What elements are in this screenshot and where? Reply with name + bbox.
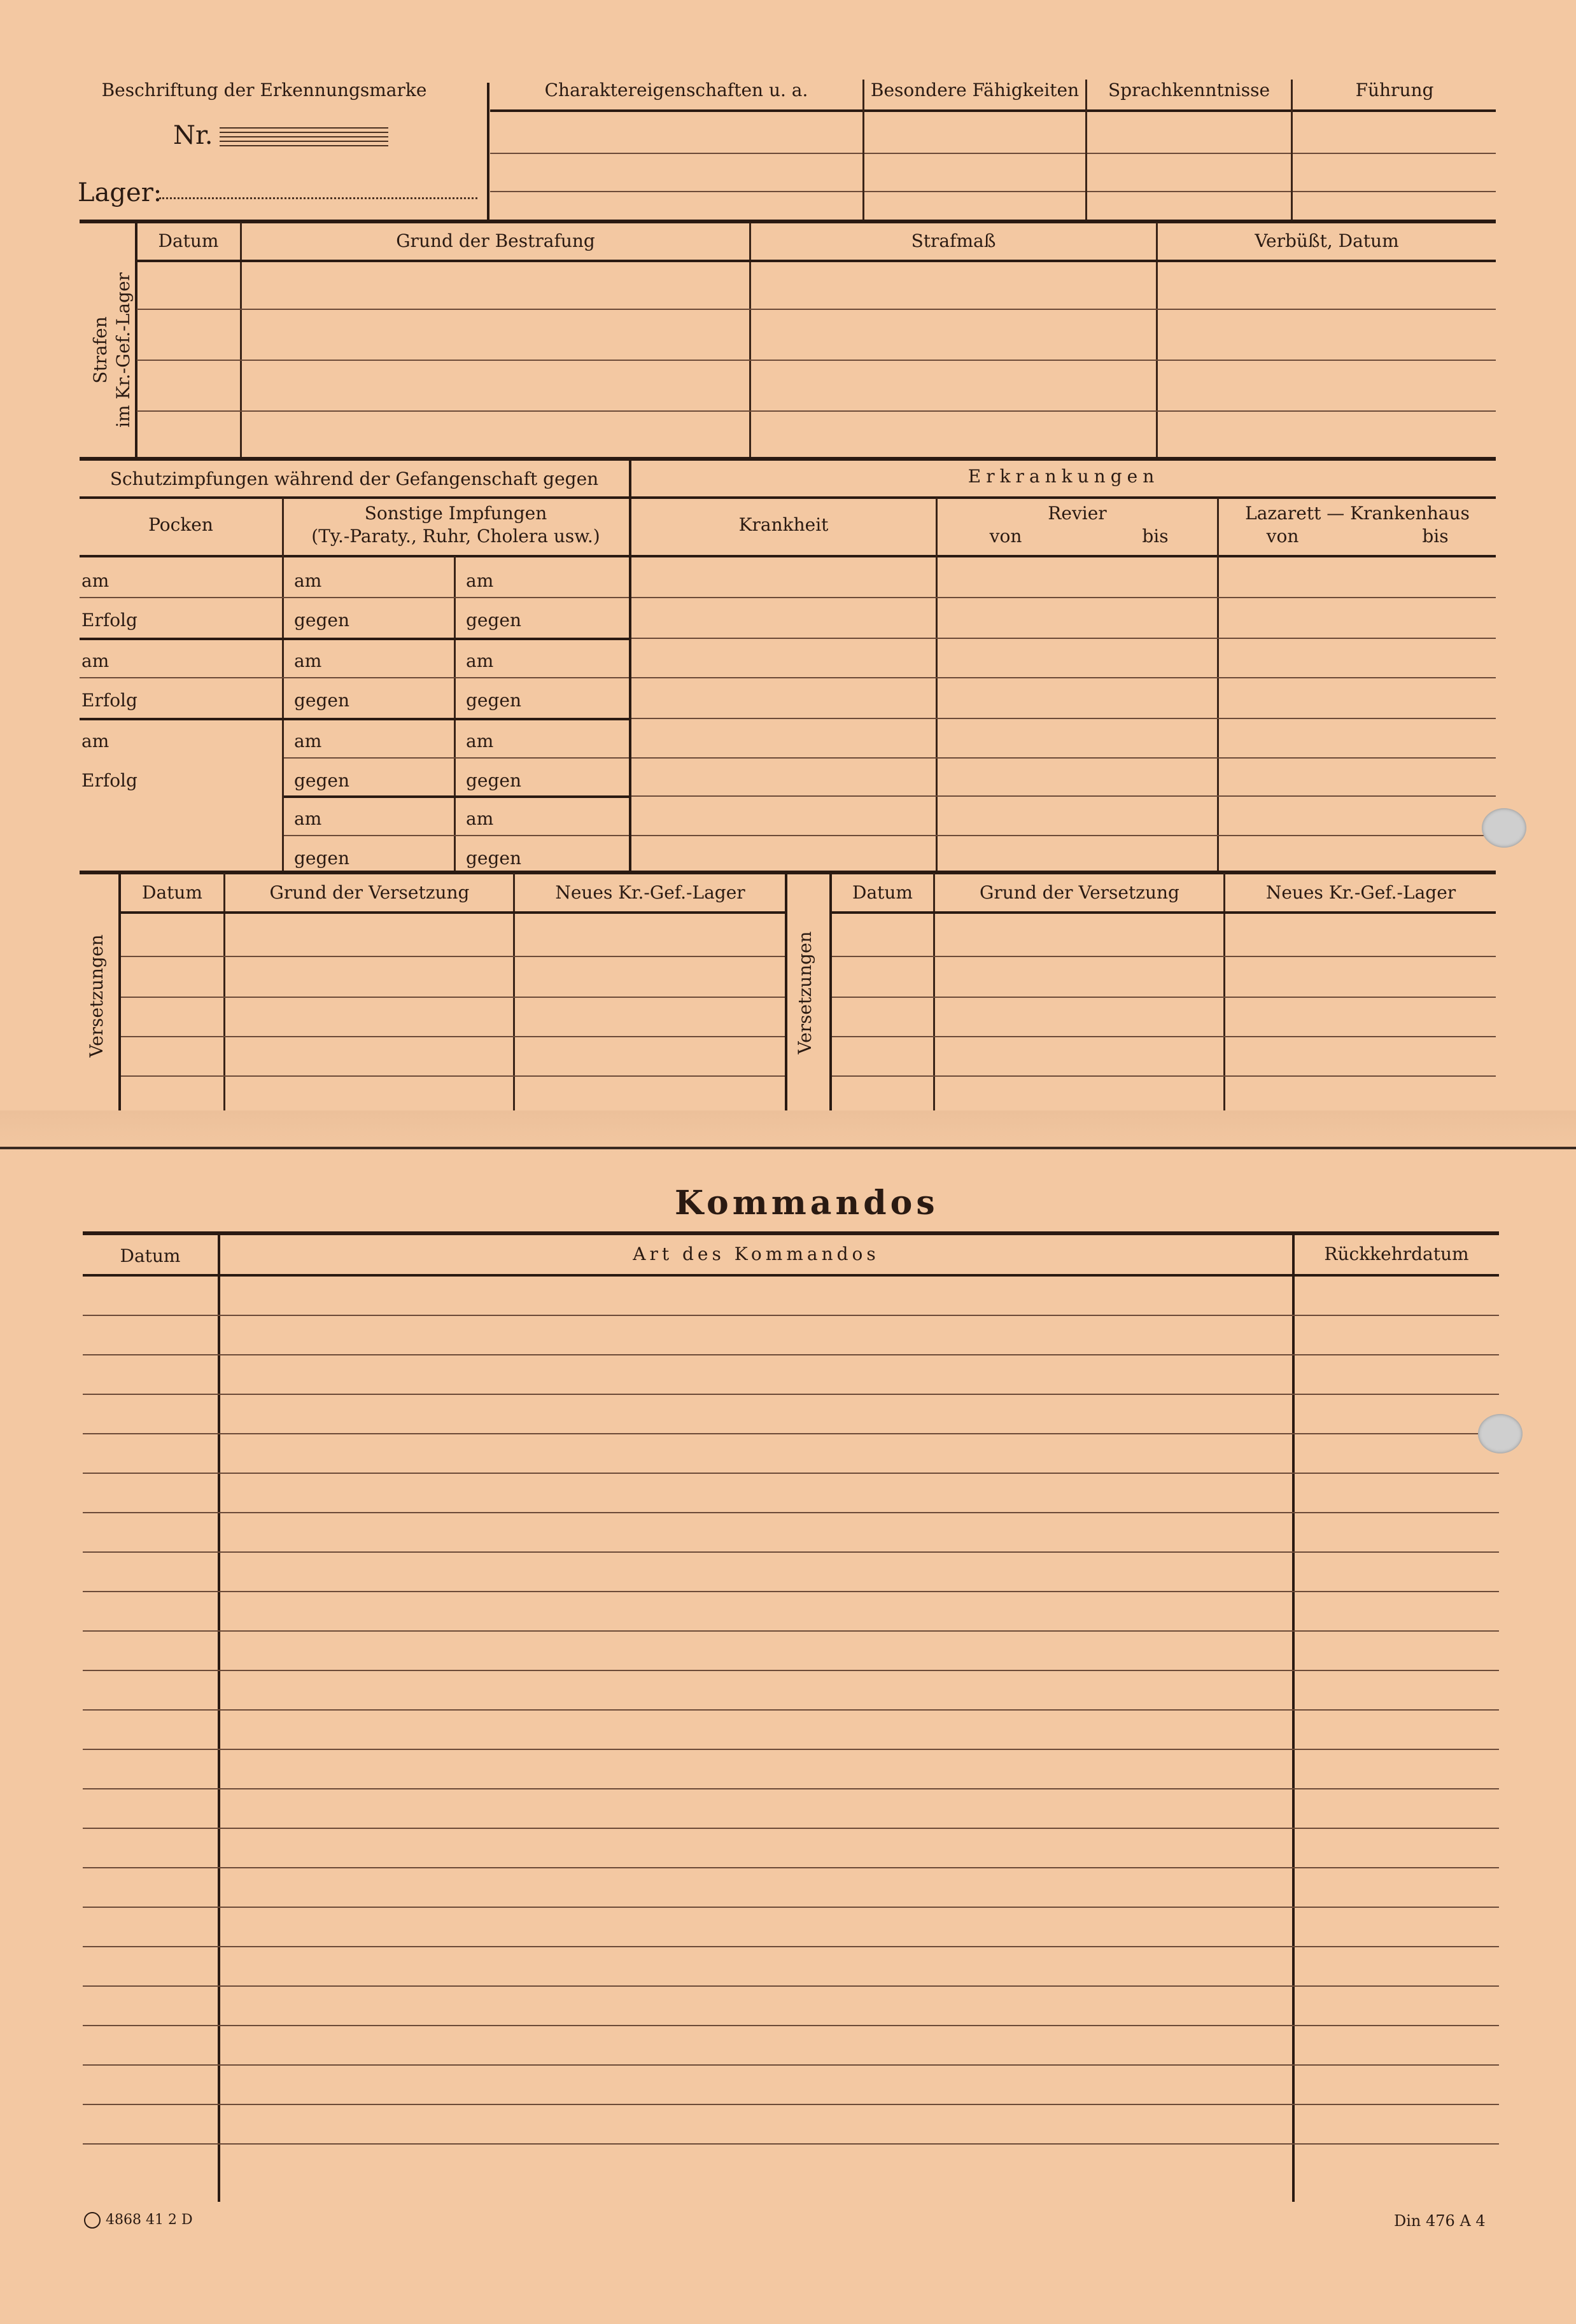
- kommandos-row-line: [83, 1907, 1499, 1908]
- strafen-col-strafmass: Strafmaß: [911, 230, 996, 251]
- sonst-gegen-3a: gegen: [294, 770, 350, 791]
- impfungen-title: Schutzimpfungen während der Gefangenschaft gegen: [109, 468, 599, 489]
- kommandos-row-line: [83, 2064, 1499, 2066]
- sonst-am-4b: am: [466, 808, 494, 829]
- versetzungen-side-label-1: Versetzungen: [86, 934, 107, 1058]
- pocken-am-2: am: [81, 650, 109, 671]
- krankheit-header: Krankheit: [738, 514, 829, 535]
- strafen-col-grund: Grund der Bestrafung: [396, 230, 595, 251]
- kommandos-row-line: [83, 1867, 1499, 1868]
- vers2-col-datum: Datum: [852, 882, 913, 903]
- sonstige-header-2: (Ty.-Paraty., Ruhr, Cholera usw.): [311, 526, 600, 547]
- sonst-gegen-2a: gegen: [294, 690, 350, 711]
- kommandos-row-line: [83, 1828, 1499, 1829]
- nr-label: Nr.: [173, 121, 213, 150]
- revier-von: von: [989, 526, 1022, 547]
- pocken-am-1: am: [81, 570, 109, 591]
- sonst-am-1b: am: [466, 570, 494, 591]
- kommandos-row-line: [83, 1591, 1499, 1592]
- kommandos-row-line: [83, 1946, 1499, 1947]
- punch-hole-top: [1482, 808, 1526, 848]
- pocken-am-3: am: [81, 731, 109, 752]
- revier-bis: bis: [1142, 526, 1169, 547]
- strafen-col-datum: Datum: [158, 230, 219, 251]
- strafen-col-verbuesst: Verbüßt, Datum: [1255, 230, 1399, 251]
- kommandos-row-line: [83, 1512, 1499, 1513]
- kommandos-row-line: [83, 1709, 1499, 1711]
- kommandos-row-line: [83, 2025, 1499, 2026]
- footer-logo-icon: [84, 2212, 101, 2229]
- revier-header: Revier: [1048, 503, 1107, 524]
- tag-label: Beschriftung der Erkennungsmarke: [101, 80, 427, 101]
- sonstige-header-1: Sonstige Impfungen: [364, 503, 547, 524]
- kommandos-row-line: [83, 1473, 1499, 1474]
- footer-right-code: Din 476 A 4: [1394, 2212, 1486, 2230]
- pocken-erfolg-3: Erfolg: [81, 770, 137, 791]
- sonst-am-2b: am: [466, 650, 494, 671]
- vers1-col-datum: Datum: [142, 882, 202, 903]
- kommandos-col-art: Art des Kommandos: [633, 1243, 880, 1264]
- lazarett-von: von: [1266, 526, 1299, 547]
- vers1-col-lager: Neues Kr.-Gef.-Lager: [555, 882, 745, 903]
- pocken-erfolg-2: Erfolg: [81, 690, 137, 711]
- punch-hole-bottom: [1478, 1414, 1523, 1453]
- kommandos-title: Kommandos: [675, 1184, 939, 1222]
- sonst-gegen-4a: gegen: [294, 848, 350, 869]
- kommandos-row-line: [83, 1394, 1499, 1395]
- strafen-side-label: Strafen im Kr.-Gef.-Lager: [90, 272, 134, 428]
- sonst-gegen-4b: gegen: [466, 848, 522, 869]
- sonst-gegen-3b: gegen: [466, 770, 522, 791]
- sonst-am-3b: am: [466, 731, 494, 752]
- versetzungen-side-label-2: Versetzungen: [794, 931, 815, 1054]
- erkrankungen-title: Erkrankungen: [967, 466, 1160, 487]
- sonst-am-2a: am: [294, 650, 322, 671]
- col-faehigkeiten: Besondere Fähigkeiten: [870, 80, 1080, 101]
- kommandos-row-line: [83, 1433, 1499, 1434]
- kommandos-row-line: [83, 1354, 1499, 1355]
- kommandos-row-line: [83, 1551, 1499, 1553]
- col-charakter: Charaktereigenschaften u. a.: [544, 80, 808, 101]
- kommandos-col-rueckkehr: Rückkehrdatum: [1324, 1243, 1469, 1264]
- kommandos-row-line: [83, 2143, 1499, 2145]
- lazarett-header: Lazarett — Krankenhaus: [1245, 503, 1470, 524]
- col-sprachen: Sprachkenntnisse: [1108, 80, 1270, 101]
- vers2-col-grund: Grund der Versetzung: [980, 882, 1179, 903]
- kommandos-row-line: [83, 2104, 1499, 2105]
- lager-label: Lager:: [78, 178, 162, 207]
- kommandos-row-line: [83, 1670, 1499, 1671]
- pocken-erfolg-1: Erfolg: [81, 610, 137, 631]
- kommandos-row-line: [83, 1749, 1499, 1750]
- sonst-gegen-1a: gegen: [294, 610, 350, 631]
- kommandos-col-datum: Datum: [120, 1245, 181, 1266]
- lager-field[interactable]: [159, 197, 477, 199]
- sonst-gegen-1b: gegen: [466, 610, 522, 631]
- lazarett-bis: bis: [1422, 526, 1449, 547]
- kommandos-row-line: [83, 1985, 1499, 1987]
- nr-field[interactable]: [220, 124, 388, 148]
- kommandos-row-line: [83, 1315, 1499, 1316]
- sonst-am-3a: am: [294, 731, 322, 752]
- fold-line: [0, 1147, 1576, 1149]
- kommandos-row-line: [83, 1788, 1499, 1789]
- vers2-col-lager: Neues Kr.-Gef.-Lager: [1265, 882, 1456, 903]
- kommandos-row-line: [83, 1630, 1499, 1632]
- pocken-header: Pocken: [148, 514, 213, 535]
- footer-left-code: 4868 41 2 D: [84, 2212, 193, 2229]
- col-fuehrung: Führung: [1355, 80, 1434, 101]
- vers1-col-grund: Grund der Versetzung: [269, 882, 470, 903]
- sonst-am-1a: am: [294, 570, 322, 591]
- sonst-gegen-2b: gegen: [466, 690, 522, 711]
- sonst-am-4a: am: [294, 808, 322, 829]
